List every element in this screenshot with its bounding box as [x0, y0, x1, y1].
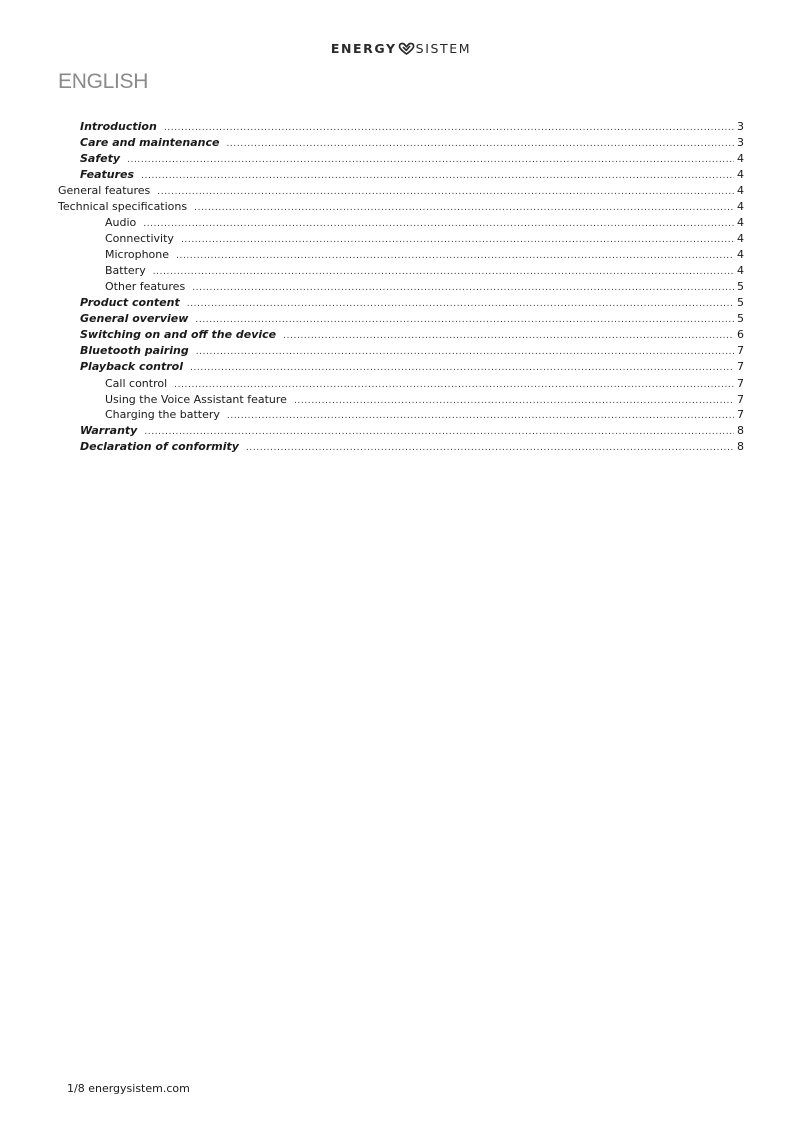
dot-leader: [196, 344, 734, 360]
toc-entry-page-number: 4: [737, 248, 744, 261]
toc-entry[interactable]: [58, 311, 744, 327]
table-of-contents: [58, 119, 744, 455]
toc-entry-page-number: 4: [737, 200, 744, 213]
toc-entry[interactable]: [58, 343, 744, 359]
dot-leader: [181, 232, 734, 248]
toc-entry[interactable]: [58, 423, 744, 439]
toc-entry-page-number: 4: [737, 152, 744, 165]
toc-entry-page-number: 8: [737, 440, 744, 453]
toc-entry[interactable]: [58, 183, 744, 199]
toc-entry-page-number: 3: [737, 120, 744, 133]
toc-entry-label: Safety: [80, 152, 121, 165]
toc-entry[interactable]: [58, 295, 744, 311]
toc-entry[interactable]: [58, 135, 744, 151]
toc-entry-page-number: 4: [737, 168, 744, 181]
toc-entry-label: Playback control: [80, 360, 183, 373]
toc-entry[interactable]: [58, 279, 744, 295]
toc-entry-label: Charging the battery: [105, 408, 220, 421]
toc-entry-label: Switching on and off the device: [80, 328, 277, 341]
toc-entry[interactable]: [58, 119, 744, 135]
logo-text-sistem: SISTEM: [415, 41, 472, 56]
toc-entry-label: Microphone: [105, 248, 170, 261]
brand-logo: [0, 41, 802, 57]
heart-check-icon: [398, 42, 415, 55]
toc-entry[interactable]: [58, 392, 744, 407]
dot-leader: [283, 328, 734, 344]
toc-entry-label: Declaration of conformity: [80, 440, 239, 453]
toc-entry-label: Audio: [105, 216, 137, 229]
dot-leader: [227, 409, 734, 424]
dot-leader: [192, 280, 734, 296]
toc-entry-page-number: 7: [737, 393, 744, 406]
toc-entry[interactable]: [58, 407, 744, 422]
dot-leader: [127, 152, 734, 168]
toc-entry-label: Bluetooth pairing: [80, 344, 189, 357]
toc-entry-page-number: 5: [737, 312, 744, 325]
dot-leader: [141, 168, 734, 184]
logo-text-energy: ENERGY: [330, 41, 397, 56]
toc-entry[interactable]: [58, 359, 744, 375]
toc-entry-label: Introduction: [80, 120, 157, 133]
toc-entry[interactable]: [58, 327, 744, 343]
toc-entry-label: General overview: [80, 312, 189, 325]
toc-entry-page-number: 4: [737, 184, 744, 197]
dot-leader: [190, 360, 734, 376]
section-heading: ENGLISH: [58, 70, 149, 93]
toc-entry-label: Other features: [105, 280, 186, 293]
dot-leader: [176, 248, 734, 264]
toc-entry[interactable]: [58, 151, 744, 167]
toc-entry-page-number: 5: [737, 280, 744, 293]
dot-leader: [187, 296, 734, 312]
toc-entry-label: Features: [80, 168, 135, 181]
toc-entry-page-number: 5: [737, 296, 744, 309]
dot-leader: [153, 264, 734, 280]
toc-entry[interactable]: [58, 215, 744, 231]
page-footer: 1/8 energysistem.com: [67, 1082, 190, 1095]
toc-entry-page-number: 4: [737, 232, 744, 245]
toc-entry[interactable]: [58, 263, 744, 279]
toc-entry-label: Product content: [80, 296, 180, 309]
dot-leader: [174, 377, 734, 393]
dot-leader: [164, 120, 734, 136]
toc-entry-page-number: 4: [737, 264, 744, 277]
toc-entry[interactable]: [58, 247, 744, 263]
toc-entry-page-number: 7: [737, 408, 744, 421]
toc-entry-label: Technical specifications: [58, 200, 188, 213]
toc-entry-label: Warranty: [80, 424, 138, 437]
toc-entry[interactable]: [58, 167, 744, 183]
toc-entry-page-number: 6: [737, 328, 744, 341]
toc-entry[interactable]: [58, 376, 744, 392]
toc-entry-page-number: 7: [737, 344, 744, 357]
dot-leader: [144, 424, 734, 440]
toc-entry-label: Using the Voice Assistant feature: [105, 393, 287, 406]
toc-entry-page-number: 7: [737, 360, 744, 373]
toc-entry-page-number: 7: [737, 377, 744, 390]
dot-leader: [226, 136, 734, 152]
dot-leader: [195, 312, 734, 328]
toc-entry-label: Care and maintenance: [80, 136, 220, 149]
toc-entry-label: General features: [58, 184, 151, 197]
toc-entry-label: Battery: [105, 264, 146, 277]
toc-entry[interactable]: [58, 231, 744, 247]
dot-leader: [143, 216, 734, 232]
toc-entry-label: Connectivity: [105, 232, 174, 245]
dot-leader: [246, 440, 734, 456]
dot-leader: [194, 200, 734, 216]
toc-entry-page-number: 8: [737, 424, 744, 437]
toc-entry-page-number: 3: [737, 136, 744, 149]
dot-leader: [157, 184, 734, 200]
toc-entry-page-number: 4: [737, 216, 744, 229]
toc-entry[interactable]: [58, 439, 744, 455]
toc-entry[interactable]: [58, 199, 744, 215]
toc-entry-label: Call control: [105, 377, 168, 390]
